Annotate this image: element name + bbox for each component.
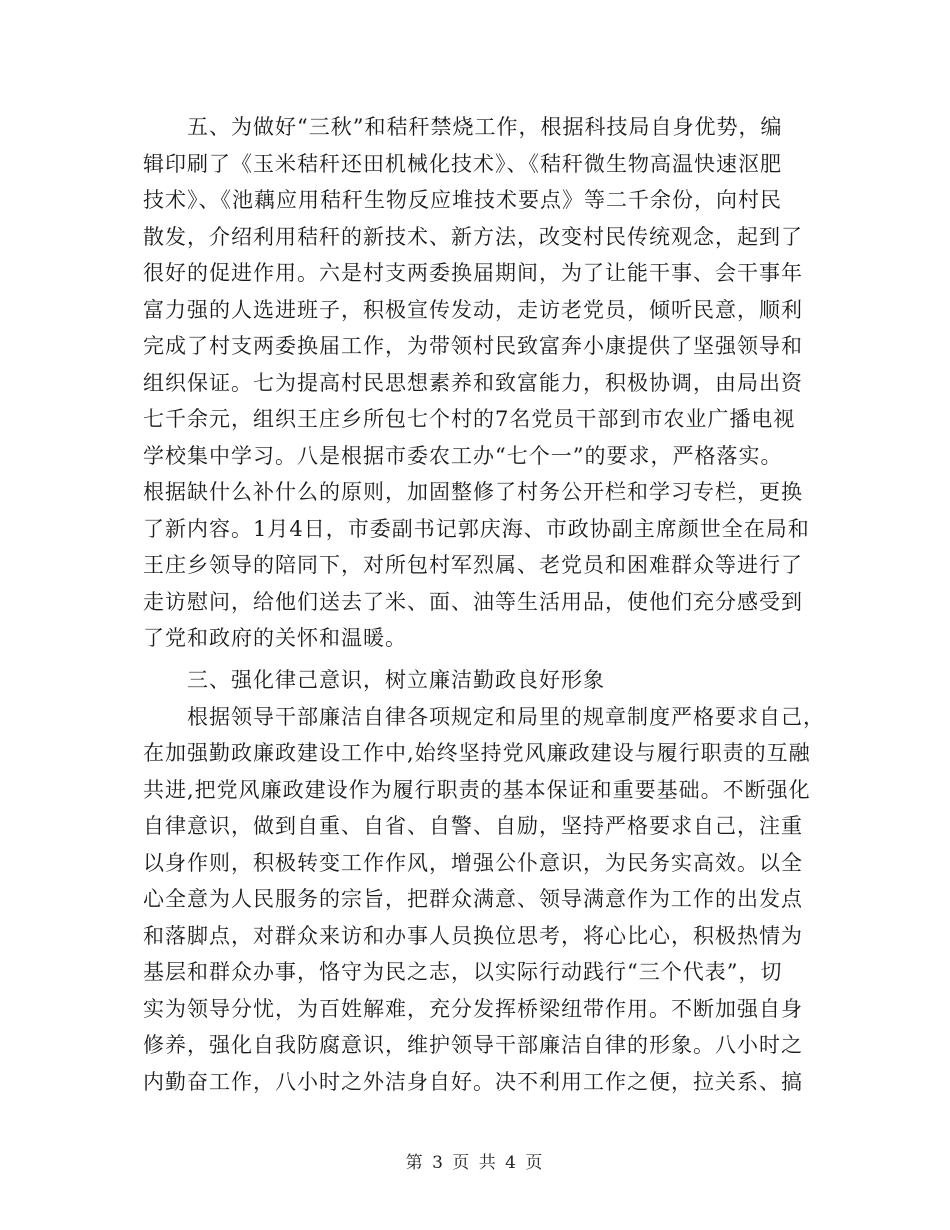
text-line: 了新内容。1月4日，市委副书记郭庆海、市政协副主席颜世全在局和 [143,516,810,541]
text-line: 王庄乡领导的陪同下，对所包村军烈属、老党员和困难群众等进行了 [143,553,803,577]
text-line: 根据领导干部廉洁自律各项规定和局里的规章制度严格要求自己， [187,704,825,729]
text-line: 共进,把党风廉政建设作为履行职责的基本保证和重要基础。不断强化 [143,777,811,802]
text-line: 完成了村支两委换届工作，为带领村民致富奔小康提供了坚强领导和 [143,334,803,358]
text-line: 根据缺什么补什么的原则，加固整修了村务公开栏和学习专栏，更换 [143,480,803,504]
text-line: 散发，介绍利用秸秆的新技术、新方法，改变村民传统观念，起到了 [143,224,803,249]
text-line: 基层和群众办事，恪守为民之志，以实际行动践行“三个代表”，切 [143,960,783,984]
text-line: 以身作则，积极转变工作作风，增强公仆意识，为民务实高效。以全 [143,850,803,875]
section-block-3 [143,662,825,1100]
text-line: 很好的促进作用。六是村支两委换届期间，为了让能干事、会干事年 [143,261,803,285]
text-line: 辑印刷了《玉米秸秆还田机械化技术》、《秸秆微生物高温快速沤肥 [143,151,782,176]
section-heading: 三、强化律己意识，树立廉洁勤政良好形象 [187,668,605,692]
text-line: 和落脚点，对群众来访和办事人员换位思考，将心比心，积极热情为 [143,923,803,948]
text-line: 技术》、《池藕应用秸秆生物反应堆技术要点》等二千余份，向村民 [143,188,782,212]
text-line: 修养，强化自我防腐意识，维护领导干部廉洁自律的形象。八小时之 [143,1033,803,1057]
text-line: 五、为做好“三秋”和秸秆禁烧工作，根据科技局自身优势，编 [187,115,783,139]
text-line: 组织保证。七为提高村民思想素养和致富能力，积极协调，由局出资 [143,370,803,395]
text-line: 在加强勤政廉政建设工作中,始终坚持党风廉政建设与履行职责的互融 [143,741,811,765]
paragraph-block-1 [143,109,813,657]
text-line: 心全意为人民服务的宗旨，把群众满意、领导满意作为工作的出发点 [143,887,803,911]
text-line: 学校集中学习。八是根据市委农工办“七个一”的要求，严格落实。 [143,443,783,468]
text-line: 了党和政府的关怀和温暖。 [143,626,407,650]
text-line: 七千余元，组织王庄乡所包七个村的7名党员干部到市农业广播电视 [143,407,796,431]
text-line: 自律意识，做到自重、自省、自警、自励，坚持严格要求自己，注重 [143,814,803,838]
text-line: 内勤奋工作，八小时之外洁身自好。决不利用工作之便，拉关系、搞 [143,1069,803,1094]
text-line: 走访慰问，给他们送去了米、面、油等生活用品，使他们充分感受到 [143,589,803,614]
text-line: 实为领导分忧，为百姓解难，充分发挥桥梁纽带作用。不断加强自身 [143,996,803,1021]
text-line: 富力强的人选进班子，积极宣传发动，走访老党员，倾听民意，顺利 [143,297,803,322]
page-number-footer: 第 3 页 共 4 页 [405,1153,545,1173]
